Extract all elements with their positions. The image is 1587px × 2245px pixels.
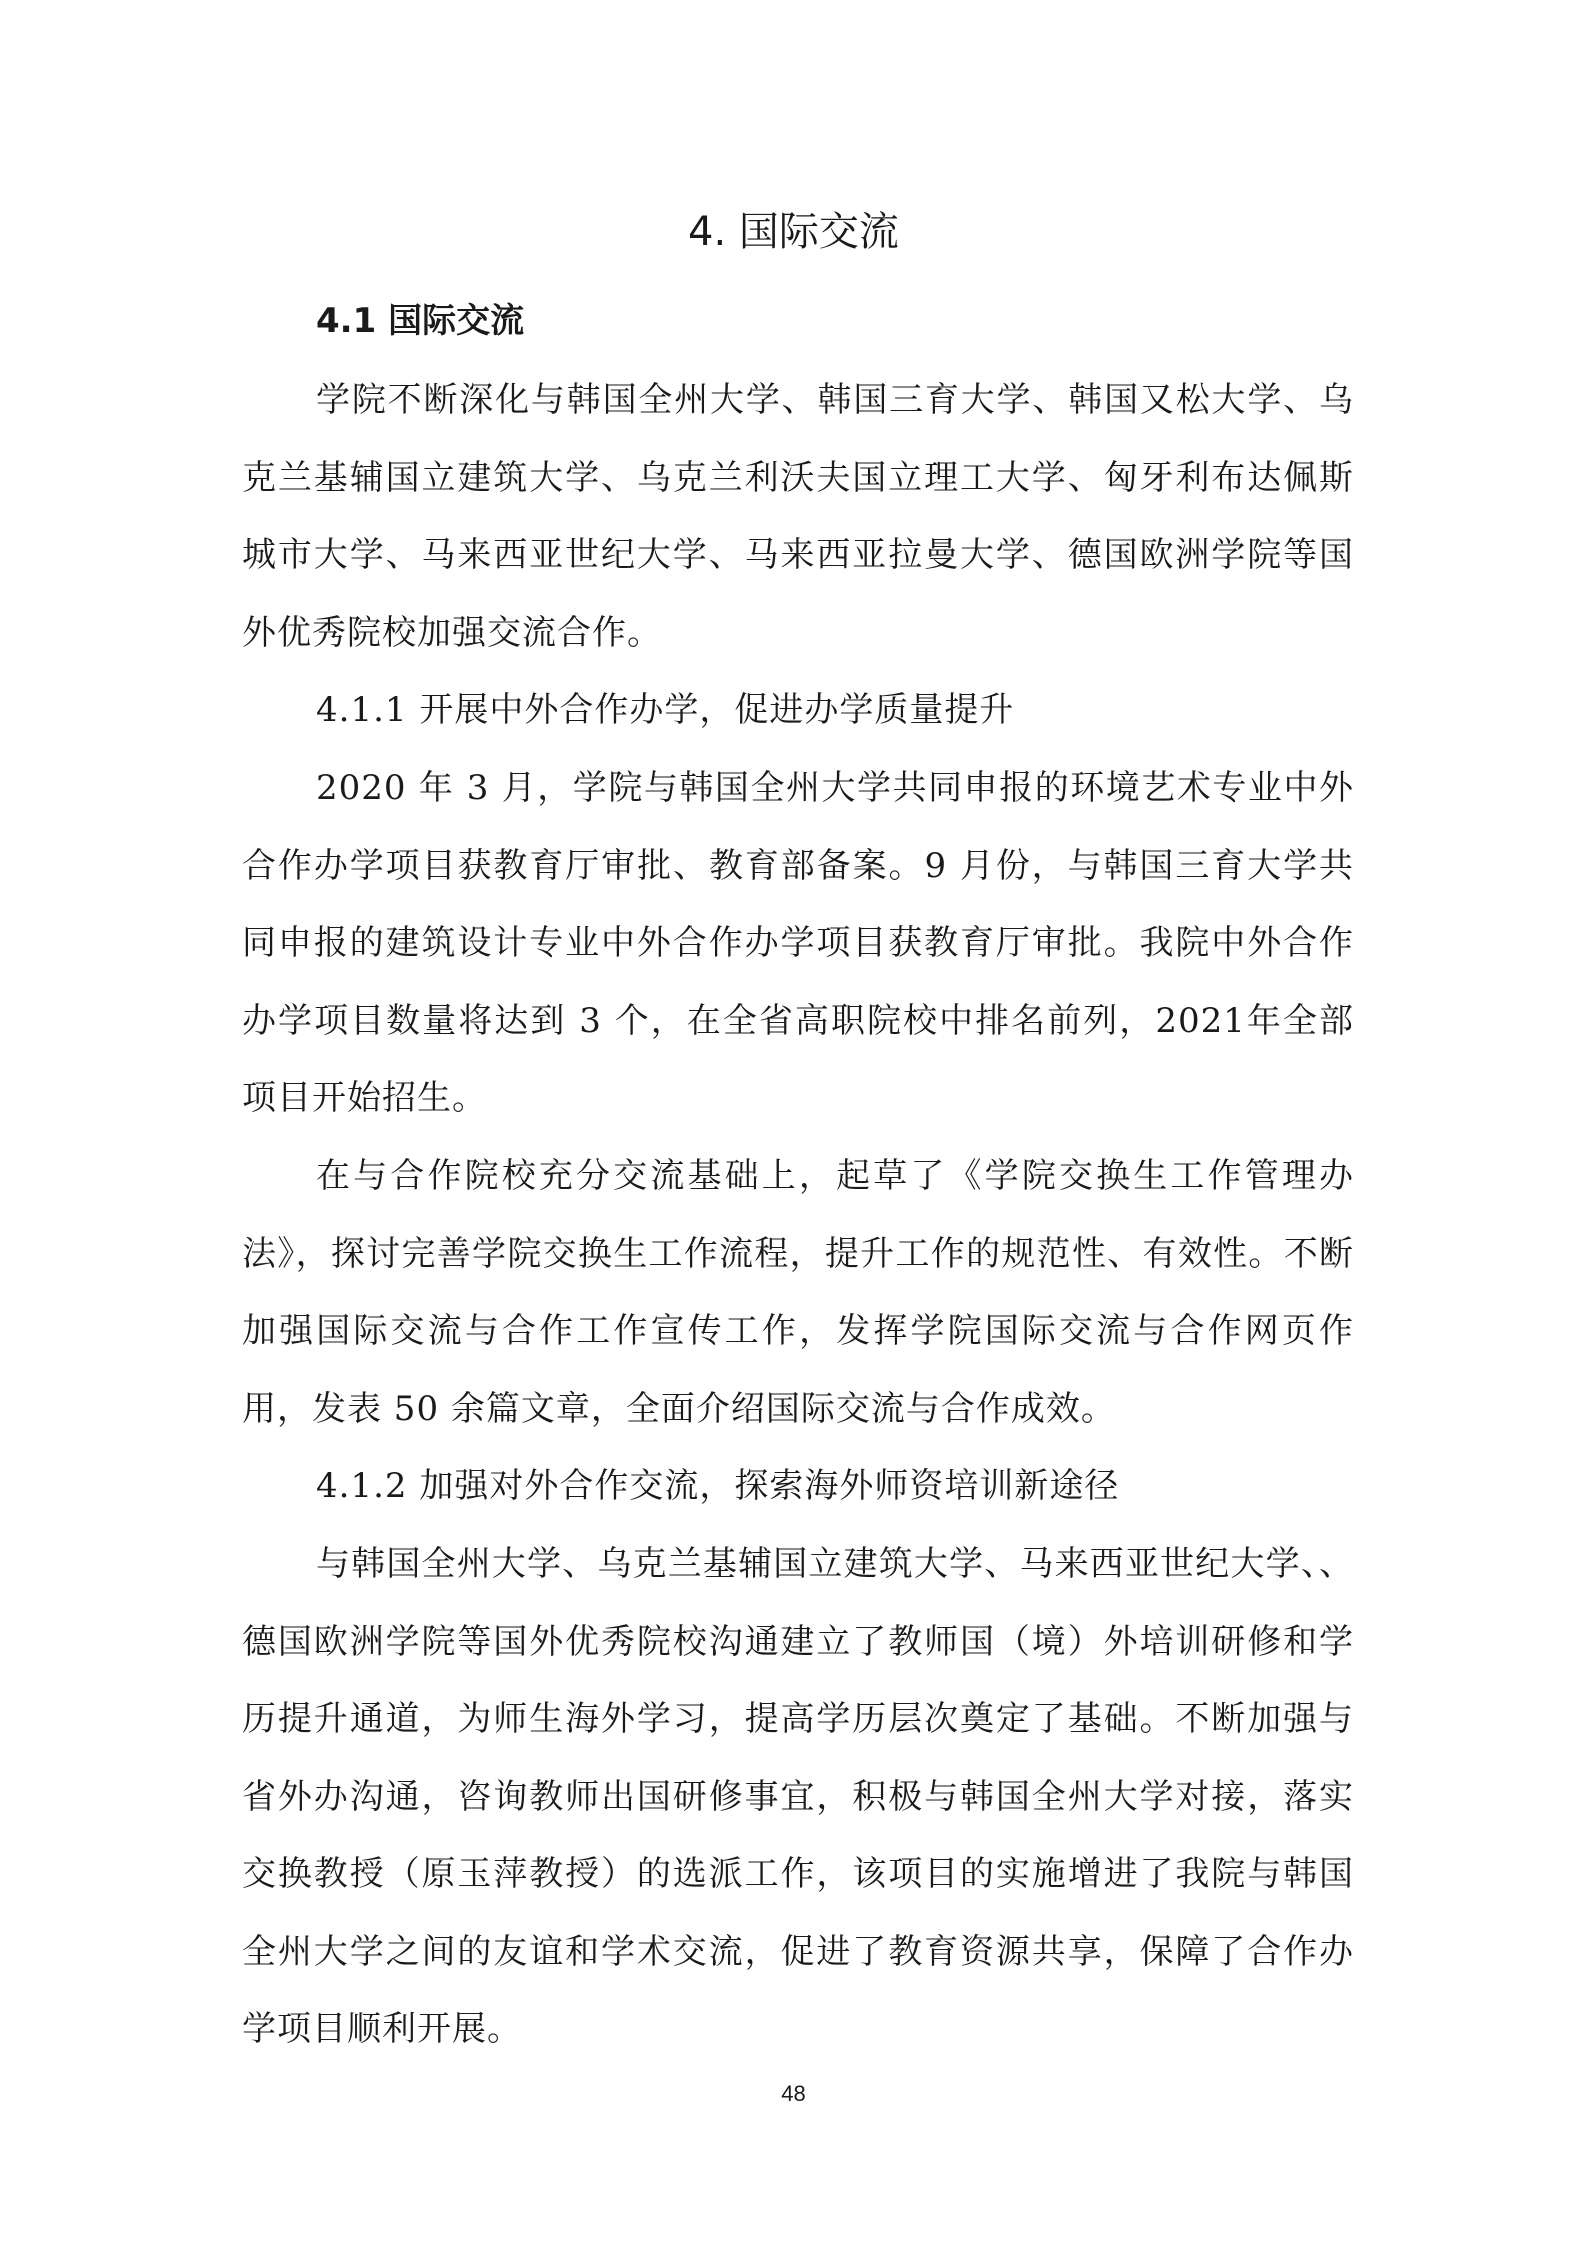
body-text xyxy=(242,362,1354,2069)
paragraph-exchange-students: 在与合作院校充分交流基础上，起草了《学院交换生工作管理办法》，探讨完善学院交换生工作流程，提升工作的规范性、有效性。不断加强国际交流与合作工作宣传工作，发挥学院国际交流与合作网页作用，发表 50 余篇文章，全面介绍国际交流与合作成效。 xyxy=(242,1155,1354,1429)
subsection-heading-4-1-1: 4.1.1 开展中外合作办学，促进办学质量提升 xyxy=(316,690,1015,731)
subsection-heading-4-1-2: 4.1.2 加强对外合作交流，探索海外师资培训新途径 xyxy=(316,1466,1120,1507)
page-number: 48 xyxy=(781,2081,806,2106)
chapter-title: 4. 国际交流 xyxy=(688,209,899,255)
section-heading: 4.1 国际交流 xyxy=(316,301,525,341)
paragraph-cooperation-projects: 2020 年 3 月，学院与韩国全州大学共同申报的环境艺术专业中外合作办学项目获教育厅审批、教育部备案。9 月份，与韩国三育大学共同申报的建筑设计专业中外合作办学项目获教育厅审批。我院中外合作办学项目数量将达到 3 个，在全省高职院校中排名前列，2021年全部项目开始招生。 xyxy=(242,767,1354,1119)
paragraph-intro: 学院不断深化与韩国全州大学、韩国三育大学、韩国又松大学、乌克兰基辅国立建筑大学、乌克兰利沃夫国立理工大学、匈牙利布达佩斯城市大学、马来西亚世纪大学、马来西亚拉曼大学、德国欧洲学院等国外优秀院校加强交流合作。 xyxy=(242,380,1354,653)
paragraph-teacher-training: 与韩国全州大学、乌克兰基辅国立建筑大学、马来西亚世纪大学、、德国欧洲学院等国外优秀院校沟通建立了教师国（境）外培训研修和学历提升通道，为师生海外学习，提高学历层次奠定了基础。不断加强与省外办沟通，咨询教师出国研修事宜，积极与韩国全州大学对接，落实交换教授（原玉萍教授）的选派工作，该项目的实施增进了我院与韩国全州大学之间的友谊和学术交流，促进了教育资源共享，保障了合作办学项目顺利开展。 xyxy=(242,1543,1354,2050)
